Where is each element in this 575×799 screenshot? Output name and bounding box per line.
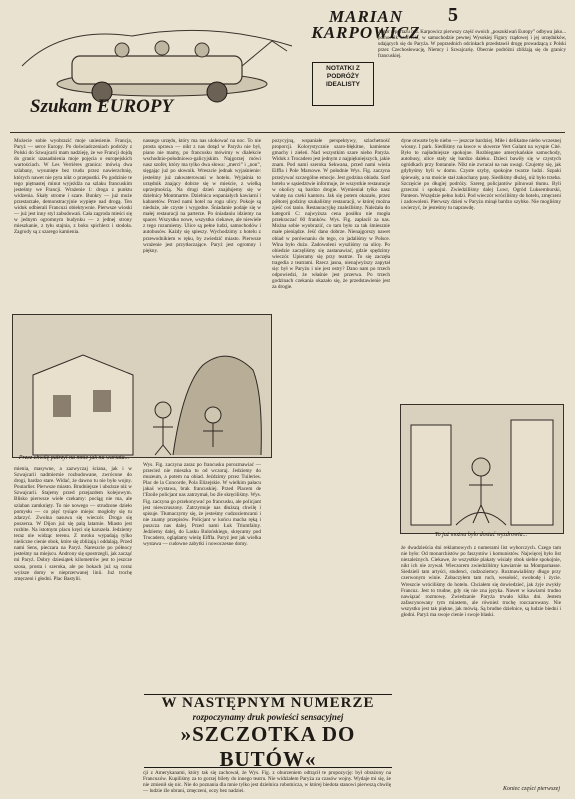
column-2-top: nassego urzędu, który ma nas ulokować na noc. To nie prosta sprawa — nikt z nas dotąd w Paryżu nie był, piano nie mamy, po francusku mówimy w dialekcie wschodnio-południowo-galicyjskim. Najgorzej mówi nasz szofer, który ma tylko dwa słowa: „merci” i „non”, sięgając już po słownik. Wreszcie jednak wyjaśnienie: jesteśmy już zakwaterowani w hotelu. Wyjaśnia to urzędnik znający dobrze się w mieście, z wielką uprzejmością. Na drugi dzień znajdujemy się w dzielnicy Montmartre. Dzielnica wspaniałych kawiarni i kabaretów. Przed nami hotel na rogu ulicy. Pokoje są nieduże, ale czyste i wygodne. Śniadanie podaje się w małej restauracji na parterze. Po śniadaniu idziemy na spacer. Wszystko nowe, wszystko ciekawe, ale niewiele z tego rozumiemy. Ulice są pełne ludzi, samochodów i autobusów. Każdy się spieszy. Wychodzimy z hotelu z przewodnikiem w ręku, by zwiedzić miasto. Pierwsze wrażenie jest przytłaczające. Paryż jest ogromny i piękny. bbox=[143, 138, 261, 254]
column-1-bottom: mienia, masywne, a zazwyczaj ściana, jak i w Szwajcarii nadmiernie rozbudowane, zwrócone do drogi, bardzo stare. Widać, że dawno tu nie było wojny. Poutarlier. Pierwsze miasto. Brudniejsze i uboższe niż w Szwajcarii. Stajemy przed przejazdem kolejowym. Blisko pierwsze wiele czekamy: pociąg nie ma, ale szlaban zamknięty. To nie nowego — strudzone dzieło pomysłu — co pięć tysiące miejsc mogłoby się tu zdarzyć. Zwolna nasuwa się wieczór. Droga się poszerza. W Dijon już się palą latarnie. Miasto jest rozbite. Na istotnym placu kręci się karuzela. Jedziemy teraz nie widząc terenu. Z mroku wypadają tylko nieliczne cienie obok, które się zbliżają i oddalają. Przed nami Sens, pieczara na Paryż. Nareszcie po północy jesteśmy na miejscu. Androny się spostrzegli, jak zacząć mi Paryż. Dobry dziesiątek kilometrów jest to jeszcze szosa, prosta i szeroka, ale po bokach już są coraz wyższe domy w nieprzerwanej linii. Już trochę zmęczeni i głodni. Plac Bastylii. bbox=[14, 466, 132, 582]
right-illustration-caption: To już można było dostać wyzdrowia... bbox=[434, 532, 528, 538]
left-illustration-caption: Przez chwilę patrzył na mnie jak na wariata... bbox=[18, 455, 130, 461]
column-1-top: Możecie sobie wyobrazić moje uniesienie. Francja, Paryż — serce Europy. Po doświadczeniach podróży z Polski do Szwajcarii mam nadzieję, że we Francji dojdą do granic uzasadnienia moje pojęcia o europejskich wartościach. W Les Verrières granica: mówią dwa szlabany, wysunięte bez trudu przez nawierzchnię, których nawet nie pyta nikt o przepustki. Po godzinie te tego piętnastej minut wyjeżdża na szlaku francuskim jesteśmy we Francji. Wrażenie 1: droga z punktu widzenia. Skały strome i szare. Bunkry — już może przestarzałe, demonstracyjnie wypięte nad drogą. Ten widok odbierali Francuzi obiektywnie. Pierwsze wioski — już jest inny styl zabudowań. Cała zagroda mieści się w jednym ogromnym budynku — z jednej strony mieszkanie, z tyłu stajnia, z boku spichlerz i stodoła. Zagrody są z szarego kamienia. bbox=[14, 138, 132, 236]
banner-line-2: rozpoczynamy druk powieści sensacyjnej bbox=[192, 712, 344, 722]
intro-text: Autor reportażu red. Karpowicz pierwszy część swoich „poszukiwań Europy” odbywa jako... pomocnik szoferski, w samochodzie pewnej Wysokiej Figury rządowej i jej urzędników, udających się do Paryża. W poprzednich odcinkach przedstawił drogę prowadzącą z Polski przez Czechosłowację, Niemcy i Szwajcarię. Obecnie podróżni zbliżają się do granicy francuskiej. bbox=[378, 30, 566, 59]
left-illustration bbox=[12, 314, 272, 458]
banner-line-1: W NASTĘPNYM NUMERZE bbox=[161, 695, 375, 711]
title-graphic: Szukam EUROPY bbox=[30, 96, 174, 117]
header-divider bbox=[10, 132, 565, 133]
column-2-bottom: Wys. Fig. zaczyna zaraz po francusku porozmawiać — przecież nie mieszka tu od wczoraj. Jedziemy do muzeum, a potem na obiad. Jeździmy przez Tuileries. Plac de la Concorde, Pola Elizejskie. W wielkim pałacu jakaś wystawa, brak francuskiej. Przed Placem de l'Etoile policjant nas zatrzymał, bo źle skręciliśmy. Wys. Fig. zaczyna go przekonywać po francusku, ale policjant jest niewzruszony. Zatrzymuje nas dłuższą chwilę i spisuje. Tłumaczymy się, że jesteśmy cudzoziemcami i nie znamy przepisów. Policjant w końcu macha ręką i puszcza nas dalej. Przed nami Łuk Triumfalny. Jedziemy dalej, do Lasku Bulońskiego, skręcamy pod Trocadero, oglądamy wieżę Eiffla. Paryż jest jak wielka wystawa — cudowne zabytki i nowoczesne domy. bbox=[143, 462, 261, 548]
end-note: Koniec części pierwszej bbox=[503, 786, 560, 792]
author-first-name: MARIAN bbox=[328, 7, 404, 26]
street-scene-drawing bbox=[401, 405, 563, 533]
next-issue-banner bbox=[144, 694, 392, 771]
column-4-top: dyne otwarte było niebo — jeszcze bardziej. Miłe i delikatne niebo wczesnej wiosny. I park. Siedliśmy na ławce w skwerze Vert Galant na wyspie Cité. Było to najładniejsze spokojne. Rozbiegane amerykańskie samochody, autobusy, ulice stały się bardzo daleko. Dzieci bawiły się w czystych ogródkach przy fontannie. Nikt nie zwracał na nas uwagi. Czujemy się, jak gdybyśmy byli w domu. Czyste szyby, spokojne twarze ludzi. Szpaki śpiewały, a na moście stał zakochany parę. Siedliśmy dłużej, niż było trzeba. Szczęście po długiej podróży. Szereg policjantów pilnował tłumu. Byli grzeczni i spokojni. Zwiedziliśmy dalej Luwr, Ogród Luksemburski, Panteon. Wszędzie pełno ludzi. Pod wieczór wróciliśmy do hotelu, zmęczeni i zadowoleni. Pierwszy dzień w Paryżu minął bardzo szybko. Nie mogliśmy uwierzyć, że jesteśmy tu naprawdę. bbox=[401, 138, 561, 212]
column-2-bottom-end: cji z Amerykanami, który tak się zachował, że Wys. Fig. z oburzeniem odtrącił te propozycję: był obrażony na Francuzów. Kupiliśmy za to gorzej bilety do innego teatru. Nie widziałem Paryża za czasów wojny. Wydaje mi się, że nie zmienił się nic. Nie do poznania dla mnie tylko jest dzielnica robotnicza, w której biedota stanowi pierwszą chwilę — ludzie źle ubrani, zmęczeni, oczy bez nadziei. bbox=[143, 770, 391, 795]
village-scene-drawing bbox=[13, 315, 271, 457]
column-3-top: pozycyjną, wspaniałe perspektywy, szlachetność proporcji. Kolorystycznie szaro-błękitne, kamienne gmachy i zieleń. Nad wszystkim szare niebo Paryża. Widok z Trocadero jest jednym z najpiękniejszych, jakie znam. Pod nami szeroka Sekwana, przed nami wieża Eiffla i Pole Marsowe. W południe Wys. Fig. zaczyna przeżywać szczególne emocje. Jest godzina obiadu. Szef hotelu w sąsiedztwie informuje, że wszystkie restauracje w okolicy są bardzo drogie. Wymieniał tylko nasz walutę na czeki kantoru. Jak się potem okazało, przez półtorej godziny szukaliśmy restauracji, w której można zjeść coś tanio. Restauracyjkę znaleźliśmy. Należała do kategorii C: najwyższa cena posiłku nie mogła przekraczać 60 franków. Wys. Fig. zapłacił za nas. Można sobie wyobrazić, co tam było za tak śmiesznie małe pieniądze. Jeść dano dobrze. Nienajgorszy nawet obiad w porównaniu do tego, co jadaliśmy w Polsce. Wina było dużo. Zadowoleni wyszliśmy na ulicę. Po obiedzie zaczęliśmy się zastanawiać, gdzie spędzimy wieczór. Upieramy się przy teatrze. To się zaczęła tragedia z teatrami. Rzecz jasna, nienajwyższy zapytał się: był w Paryżu i nie jest ostry? Dano nam po trzech odpowiedzi, że właśnie jest przerwa. Po trzech godzinach czekania okazało się, że przedstawienie jest za drogie. bbox=[272, 138, 390, 291]
banner-title: »SZCZOTKA DO BUTÓW« bbox=[180, 722, 356, 771]
series-box: NOTATKI Z PODRÓŻY IDEALISTY bbox=[312, 62, 374, 106]
page-number: 5 bbox=[448, 4, 458, 26]
column-4-bottom: że dwadzieścia dni reklamowych z numerami list wyborczych. Czego tam nie było: Od monarchistów po faszystów i komunistów. Najwięcej było list niezależnych. Ciekawe, że wszystkie plakaty wisiały obok siebie spokojnie, nikt ich nie zrywał. Wieczorem zwiedziliśmy kawiarnie na Montparnasse. Siedzieli tam artyści, studenci, cudzoziemcy. Rozmawialiśmy długo przy czerwonym winie. Zobaczyłem tam ruch, wesołość, swobodę i życie. Wreszcie wróciliśmy do hotelu. Chciałem się dowiedzieć, jak żyje zwykły Francuz. Jest to trudne, gdy się nie zna języka. Nawet w kawiarni trudno nawiązać rozmowę. Zwiedzanie Paryża trwało kilka dni. Jestem zafascynowany tym miastem, ale również trochę rozczarowany. Nie wszystko jest tak piękne, jak mówią. Są brudne dzielnice, są ludzie biedni i głodni. Paryż ma swoje cienie i swoje blaski. bbox=[401, 545, 561, 619]
author-last-name: KARPOWICZ bbox=[311, 23, 421, 42]
right-illustration bbox=[400, 404, 564, 534]
